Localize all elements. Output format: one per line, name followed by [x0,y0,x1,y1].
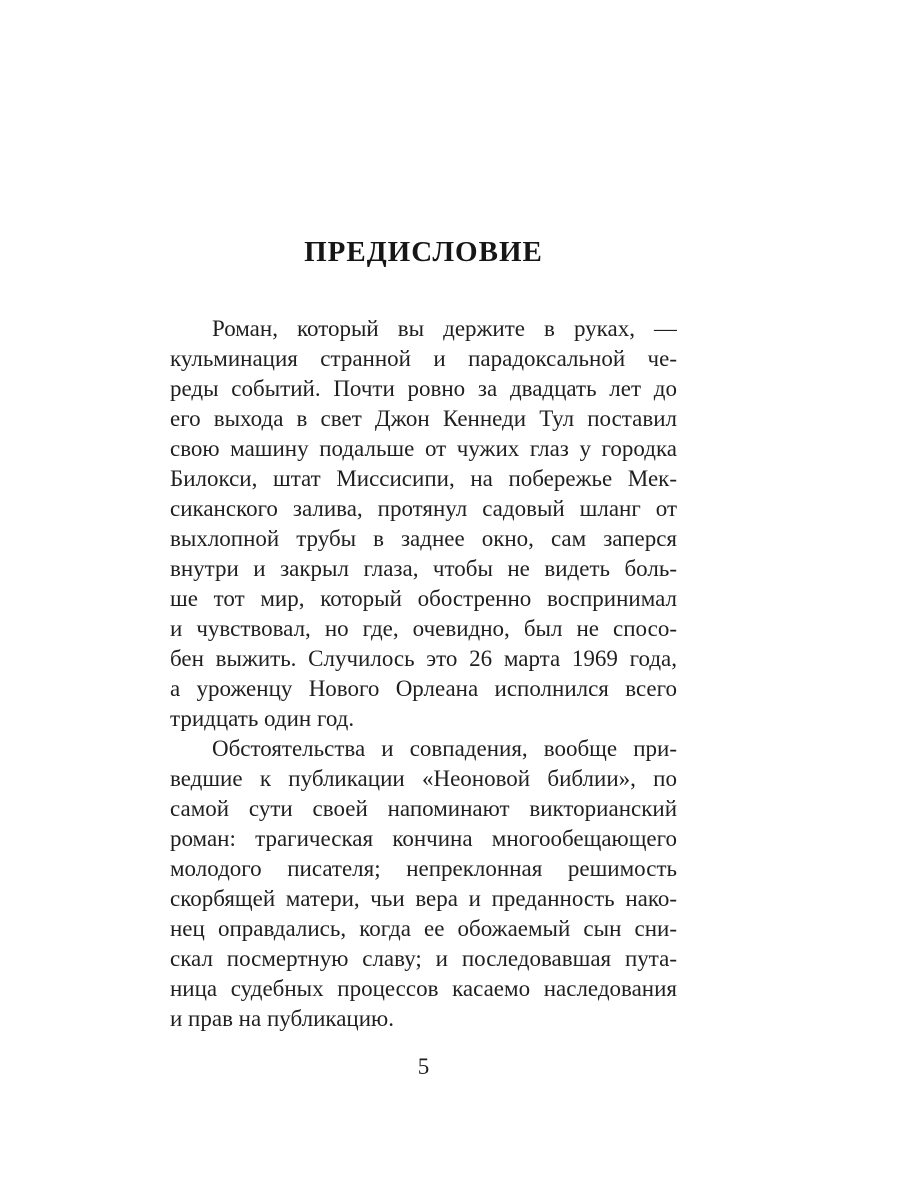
text-line: Роман, который вы держите в руках, — [212,316,677,341]
page-number: 5 [417,1054,430,1079]
text-line: ведшие к публикации «Неоновой библии», по [170,766,677,791]
chapter-title: ПРЕДИСЛОВИЕ [304,236,543,268]
body-text [170,314,677,1034]
text-line: молодого писателя; непреклонная решимость [170,856,677,881]
text-line: нец оправдались, когда ее обожаемый сын сни- [170,916,677,941]
text-line: скорбящей матери, чьи вера и преданность нако- [170,886,677,911]
text-line: и прав на публикацию. [170,1006,394,1031]
text-line: роман: трагическая кончина многообещающего [170,826,677,851]
text-line: Билокси, штат Миссисипи, на побережье Мек- [170,466,677,491]
text-line: сиканского залива, протянул садовый шланг от [170,496,677,521]
text-line: кульминация странной и парадоксальной че- [170,346,677,371]
text-line: скал посмертную славу; и последовавшая пута- [170,946,677,971]
text-line: ница судебных процессов касаемо наследования [170,976,677,1001]
text-line: ше тот мир, который обостренно воспринимал [170,586,677,611]
text-line: самой сути своей напоминают викторианский [170,796,677,821]
text-line: Обстоятельства и совпадения, вообще при- [212,736,677,761]
text-line: и чувствовал, но где, очевидно, был не спосо- [170,616,677,641]
text-line: его выхода в свет Джон Кеннеди Тул поставил [170,406,677,431]
text-line: выхлопной трубы в заднее окно, сам заперся [170,526,677,551]
text-line: внутри и закрыл глаза, чтобы не видеть боль- [170,556,677,581]
text-line: бен выжить. Случилось это 26 марта 1969 года, [170,646,677,671]
paragraph-2 [170,734,677,1034]
text-line: реды событий. Почти ровно за двадцать лет до [170,376,677,401]
text-line: а уроженцу Нового Орлеана исполнился всего [170,676,677,701]
text-line: тридцать один год. [170,706,355,731]
paragraph-1 [170,314,677,734]
text-line: свою машину подальше от чужих глаз у городка [170,436,677,461]
